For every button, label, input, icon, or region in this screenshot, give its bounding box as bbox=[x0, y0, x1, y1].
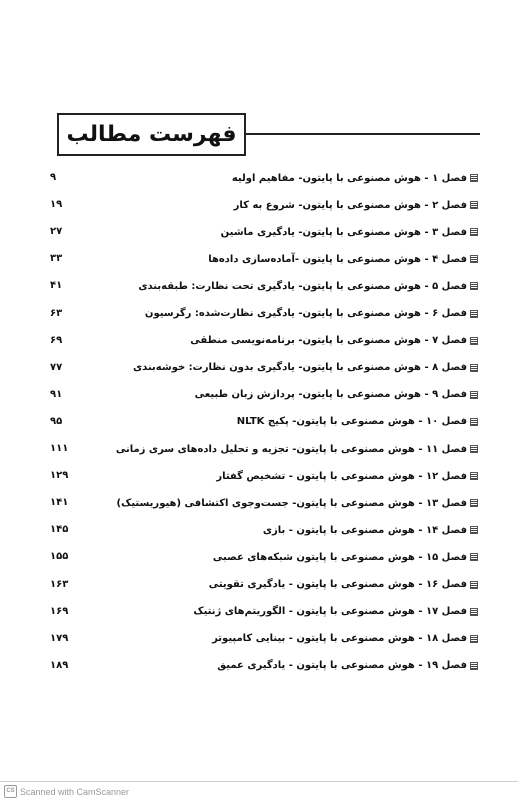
chapter-title: فصل ۱۷ - هوش مصنوعی با پایتون - الگوریتم‌های ژنتیک bbox=[193, 606, 467, 618]
bullet-icon bbox=[470, 174, 478, 182]
toc-entry bbox=[190, 330, 478, 352]
toc-entry bbox=[116, 438, 478, 460]
toc-row bbox=[50, 546, 478, 568]
page-number: ۱۵۵ bbox=[50, 551, 69, 563]
bullet-icon bbox=[470, 608, 478, 616]
title-rule bbox=[246, 133, 480, 135]
page-number: ۱۲۹ bbox=[50, 470, 69, 482]
toc-entry bbox=[216, 465, 478, 487]
bullet-icon bbox=[470, 364, 478, 372]
page-number: ۲۷ bbox=[50, 226, 63, 238]
bullet-icon bbox=[470, 255, 478, 263]
chapter-title: فصل ۲ - هوش مصنوعی با پایتون- شروع به کار bbox=[233, 199, 467, 211]
chapter-title: فصل ۹ - هوش مصنوعی با پایتون- پردازش زبان طبیعی bbox=[194, 389, 467, 401]
bullet-icon bbox=[470, 499, 478, 507]
chapter-title: فصل ۱۱ - هوش مصنوعی با پایتون- تجزیه و تحلیل داده‌های سری زمانی bbox=[115, 443, 467, 455]
bullet-icon bbox=[470, 553, 478, 561]
page-number: ۱۴۱ bbox=[50, 497, 69, 509]
toc-row bbox=[50, 492, 478, 514]
toc-row bbox=[50, 601, 478, 623]
bullet-icon bbox=[470, 228, 478, 236]
bullet-icon bbox=[470, 418, 478, 426]
scanner-watermark bbox=[4, 785, 129, 798]
toc-row bbox=[50, 384, 478, 406]
toc-row bbox=[50, 438, 478, 460]
chapter-title: فصل ۵ - هوش مصنوعی با پایتون- یادگیری تحت نظارت: طبقه‌بندی bbox=[138, 280, 467, 292]
chapter-title: فصل ۱۳ - هوش مصنوعی با پایتون- جست‌وجوی اکتشافی (هیوریستیک) bbox=[116, 497, 467, 509]
chapter-title: فصل ۷ - هوش مصنوعی با پایتون- برنامه‌نویسی منطقی bbox=[190, 335, 467, 347]
chapter-title: فصل ۴ - هوش مصنوعی با پایتون -آماده‌سازی داده‌ها bbox=[208, 253, 467, 265]
toc-row bbox=[50, 465, 478, 487]
toc-entry bbox=[217, 655, 478, 677]
toc-entry bbox=[213, 546, 478, 568]
toc-entry bbox=[193, 601, 478, 623]
toc-entry bbox=[138, 275, 478, 297]
toc-entry bbox=[232, 167, 478, 189]
chapter-title: فصل ۱۴ - هوش مصنوعی با پایتون - بازی bbox=[262, 524, 467, 536]
bullet-icon bbox=[470, 391, 478, 399]
chapter-title: فصل ۱ - هوش مصنوعی با پایتون- مفاهیم اولیه bbox=[231, 172, 467, 184]
chapter-title: فصل ۱۲ - هوش مصنوعی با پایتون - تشخیص گفتار bbox=[216, 470, 467, 482]
toc-row bbox=[50, 167, 478, 189]
chapter-title: فصل ۱۵ - هوش مصنوعی با پایتون شبکه‌های عصبی bbox=[212, 551, 467, 563]
bullet-icon bbox=[470, 472, 478, 480]
toc-entry bbox=[117, 492, 478, 514]
bullet-icon bbox=[470, 581, 478, 589]
chapter-title: فصل ۳ - هوش مصنوعی با پایتون- یادگیری ماشین bbox=[220, 226, 467, 238]
page-number: ۴۱ bbox=[50, 280, 63, 292]
bullet-icon bbox=[470, 201, 478, 209]
bullet-icon bbox=[470, 445, 478, 453]
toc-row bbox=[50, 194, 478, 216]
chapter-title: فصل ۱۶ - هوش مصنوعی با پایتون - یادگیری تقویتی bbox=[208, 579, 467, 590]
page-number: ۷۷ bbox=[50, 361, 63, 373]
toc-row bbox=[50, 411, 478, 433]
toc-entry bbox=[234, 194, 478, 216]
page-number: ۱۱۱ bbox=[50, 443, 69, 454]
chapter-title: فصل ۱۹ - هوش مصنوعی با پایتون - یادگیری عمیق bbox=[217, 660, 467, 672]
chapter-title: فصل ۱۰ - هوش مصنوعی با پایتون- پکیج NLTK bbox=[236, 416, 467, 428]
bullet-icon bbox=[470, 662, 478, 670]
footer-divider bbox=[0, 781, 518, 782]
page-number: ۹ bbox=[50, 172, 57, 183]
bullet-icon bbox=[470, 310, 478, 318]
chapter-title: فصل ۱۸ - هوش مصنوعی با پایتون - بینایی کامپیوتر bbox=[212, 633, 467, 645]
page-number: ۹۱ bbox=[50, 388, 63, 400]
camscanner-logo-icon: CS bbox=[4, 785, 17, 798]
page-number: ۶۹ bbox=[50, 334, 63, 346]
toc-entry bbox=[133, 357, 478, 379]
toc-row bbox=[50, 628, 478, 650]
toc-entry bbox=[209, 574, 478, 596]
page-number: ۹۵ bbox=[50, 415, 63, 427]
page-number: ۱۶۳ bbox=[50, 578, 69, 590]
bullet-icon bbox=[470, 282, 478, 290]
bullet-icon bbox=[470, 635, 478, 643]
page-number: ۱۹ bbox=[50, 199, 63, 211]
page-number: ۱۸۹ bbox=[50, 659, 69, 671]
page-number: ۳۳ bbox=[50, 253, 63, 265]
toc-entry bbox=[145, 303, 478, 325]
toc-row bbox=[50, 275, 478, 297]
toc-entry bbox=[237, 411, 478, 433]
bullet-icon bbox=[470, 526, 478, 534]
toc-entry bbox=[208, 248, 478, 270]
toc-row bbox=[50, 330, 478, 352]
page-number: ۱۷۹ bbox=[50, 632, 69, 644]
toc-row bbox=[50, 248, 478, 270]
toc-row bbox=[50, 221, 478, 243]
toc-entry bbox=[212, 628, 478, 650]
toc-row bbox=[50, 303, 478, 325]
bullet-icon bbox=[470, 337, 478, 345]
toc-entry bbox=[221, 221, 478, 243]
chapter-title: فصل ۸ - هوش مصنوعی با پایتون- یادگیری بدون نظارت: خوشه‌بندی bbox=[133, 362, 467, 374]
toc-row bbox=[50, 574, 478, 596]
toc-row bbox=[50, 655, 478, 677]
toc-title-box bbox=[57, 113, 246, 156]
page-number: ۱۴۵ bbox=[50, 524, 69, 536]
chapter-title: فصل ۶ - هوش مصنوعی با پایتون- یادگیری نظارت‌شده: رگرسیون bbox=[144, 308, 467, 319]
toc-row bbox=[50, 519, 478, 541]
toc-row bbox=[50, 357, 478, 379]
page-number: ۶۳ bbox=[50, 307, 63, 319]
page-number: ۱۶۹ bbox=[50, 605, 69, 617]
page-title: فهرست مطالب bbox=[66, 122, 237, 147]
watermark-text: Scanned with CamScanner bbox=[20, 786, 130, 797]
toc-entry bbox=[263, 519, 478, 541]
toc-entry bbox=[195, 384, 478, 406]
